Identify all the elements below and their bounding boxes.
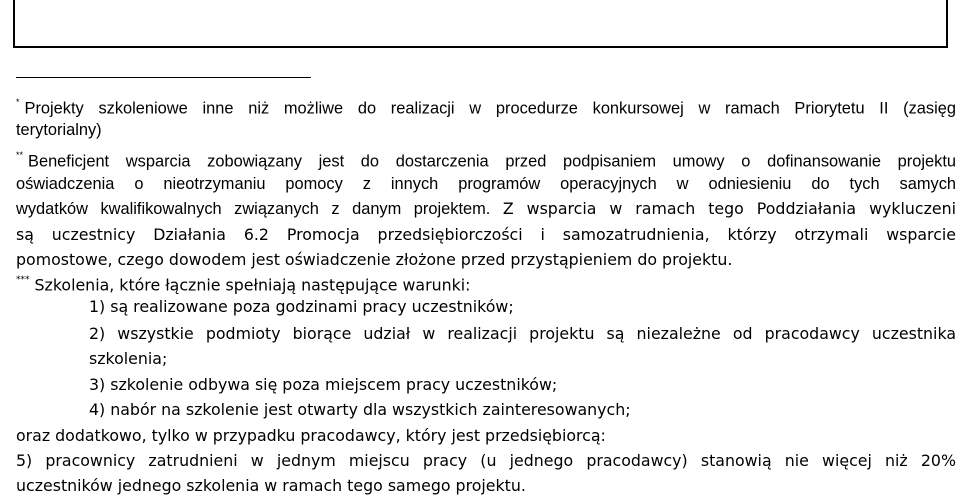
- footnote-2-line-2: oświadczenia o nieotrzymaniu pomocy z innych programów operacyjnych w odniesieniu do tych samych: [16, 175, 956, 193]
- table-bottom-border: [13, 0, 948, 48]
- footnote-2-text: Beneficjent wsparcia zobowiązany jest do dostarczenia przed podpisaniem umowy o dofinansowanie projektu: [28, 152, 956, 171]
- footnote-3-intro: [16, 272, 470, 295]
- footnote-2-text-b: Z wsparcia w ramach tego Poddziałania wykluczeni: [502, 199, 956, 218]
- footnote-1-line-1: [16, 94, 956, 118]
- condition-3: 3) szkolenie odbywa się poza miejscem pracy uczestników;: [89, 375, 558, 394]
- footnote-2-line-1: [16, 147, 956, 171]
- footnote-3-intro-text: Szkolenia, które łącznie spełniają następujące warunki:: [34, 275, 471, 295]
- footnote-1-marker: *: [16, 97, 20, 107]
- footnote-2-line-4: są uczestnicy Działania 6.2 Promocja przedsiębiorczości i samozatrudnienia, którzy otrzymali wsparcie: [16, 225, 956, 244]
- footnote-1-text: Projekty szkoleniowe inne niż możliwe do realizacji w procedurze konkursowej w ramach Priorytetu II (zasięg: [24, 99, 956, 118]
- footnote-2-marker: **: [16, 150, 24, 160]
- condition-2-line-1: 2) wszystkie podmioty biorące udział w realizacji projektu są niezależne od pracodawcy uczestnika: [89, 324, 956, 343]
- footnote-2-line-5: pomostowe, czego dowodem jest oświadczenie złożone przed przystąpieniem do projektu.: [16, 250, 733, 269]
- footnote-3-marker: ***: [16, 275, 30, 285]
- condition-1: 1) są realizowane poza godzinami pracy uczestników;: [89, 297, 514, 316]
- condition-5-line-1: 5) pracownicy zatrudnieni w jednym miejscu pracy (u jednego pracodawcy) stanowią nie więcej niż 20%: [16, 451, 956, 470]
- condition-4: 4) nabór na szkolenie jest otwarty dla wszystkich zainteresowanych;: [89, 400, 631, 419]
- footnote-2-text-a: wydatków kwalifikowalnych związanych z danym projektem.: [16, 200, 491, 218]
- footnote-1-line-2: terytorialny): [16, 121, 102, 139]
- condition-2-line-2: szkolenia;: [89, 349, 168, 368]
- footnote-separator: [16, 77, 311, 78]
- condition-5-line-2: uczestników jednego szkolenia w ramach tego samego projektu.: [16, 476, 526, 495]
- employer-conditions-intro: oraz dodatkowo, tylko w przypadku pracodawcy, który jest przedsiębiorcą:: [16, 426, 606, 445]
- footnote-2-line-3: [16, 199, 956, 219]
